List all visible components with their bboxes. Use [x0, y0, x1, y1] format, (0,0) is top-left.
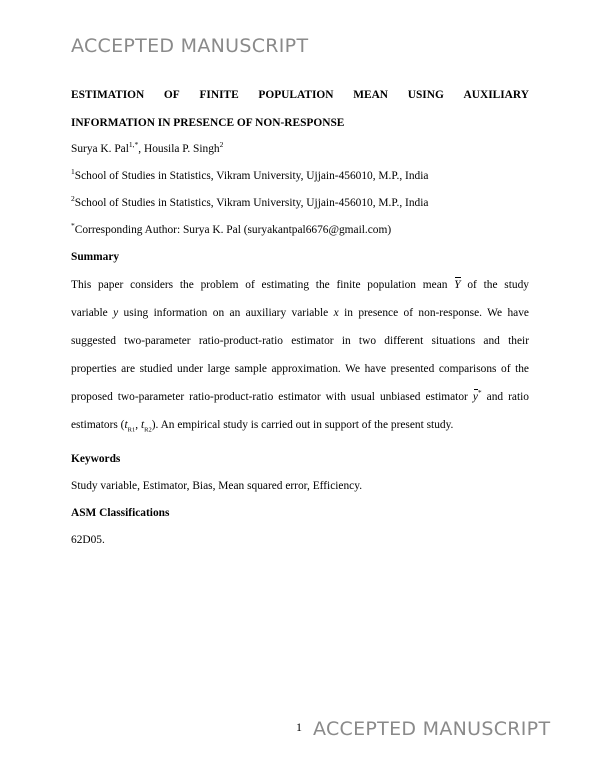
affiliation-text: School of Studies in Statistics, Vikram University, Ujjain-456010, M.P., India [74, 170, 429, 182]
title-word: MEAN [353, 89, 389, 101]
population-mean-symbol: Y [454, 279, 461, 291]
title-word: OF [163, 89, 180, 101]
paper-title-line-2: INFORMATION IN PRESENCE OF NON-RESPONSE [71, 117, 345, 129]
author-separator: , [138, 143, 144, 155]
summary-paragraph [71, 278, 529, 446]
summary-heading: Summary [71, 251, 120, 263]
auxiliary-variable-symbol: x [333, 307, 339, 319]
ratio-estimator-subscript: R2 [144, 426, 152, 434]
ratio-estimator-subscript: R1 [127, 426, 136, 434]
affiliation-2 [71, 194, 429, 209]
ratio-estimator-symbol: t [140, 419, 145, 431]
author-name: Surya K. Pal [71, 143, 129, 155]
watermark-top: ACCEPTED MANUSCRIPT [71, 35, 309, 57]
affiliation-marker: * [71, 221, 75, 231]
author-name: Housila P. Singh [143, 143, 220, 155]
asm-heading: ASM Classifications [71, 507, 170, 519]
unbiased-estimator-symbol: y [472, 391, 478, 403]
keywords-heading: Keywords [71, 453, 121, 465]
title-word: AUXILIARY [463, 89, 529, 101]
affiliation-text: Corresponding Author: Surya K. Pal (suryakantpal6676@gmail.com) [74, 224, 392, 236]
affiliation-text: School of Studies in Statistics, Vikram University, Ujjain-456010, M.P., India [74, 197, 429, 209]
title-word: POPULATION [258, 89, 334, 101]
summary-line: proposed two-parameter ratio-product-ratio estimator with usual unbiased estimator y* and ratio [71, 388, 529, 403]
summary-line: estimators ($t_{R1}$, $t_{R2}$). An empirical study is carried out in support of the present study. [71, 419, 454, 434]
title-word: FINITE [199, 89, 239, 101]
watermark-bottom: ACCEPTED MANUSCRIPT [313, 718, 551, 740]
affiliation-marker: 2 [71, 194, 75, 204]
author-line [71, 140, 224, 155]
title-word: ESTIMATION [71, 89, 145, 101]
summary-line: properties are studied under large sample approximation. We have presented comparisons of the [71, 363, 529, 375]
page-number: 1 [296, 720, 302, 734]
summary-line: suggested two-parameter ratio-product-ratio estimator in two different situations and their [71, 335, 529, 347]
study-variable-symbol: y [113, 307, 119, 319]
summary-line: variable y using information on an auxiliary variable x in presence of non-response. We have [71, 307, 529, 319]
ratio-estimator-symbol: t [124, 419, 128, 431]
summary-line: This paper considers the problem of estimating the finite population mean Y of the study [71, 279, 529, 291]
asm-code: 62D05. [71, 534, 105, 546]
corresponding-author [71, 221, 392, 236]
paper-title-line-1 [71, 89, 529, 101]
author-superscript: 2 [219, 140, 224, 150]
title-word: USING [407, 89, 444, 101]
affiliation-marker: 1 [71, 167, 75, 177]
estimator-superscript: * [477, 388, 482, 398]
keywords-text: Study variable, Estimator, Bias, Mean squared error, Efficiency. [71, 480, 363, 492]
author-superscript: 1,* [128, 140, 139, 150]
affiliation-1 [71, 167, 429, 182]
